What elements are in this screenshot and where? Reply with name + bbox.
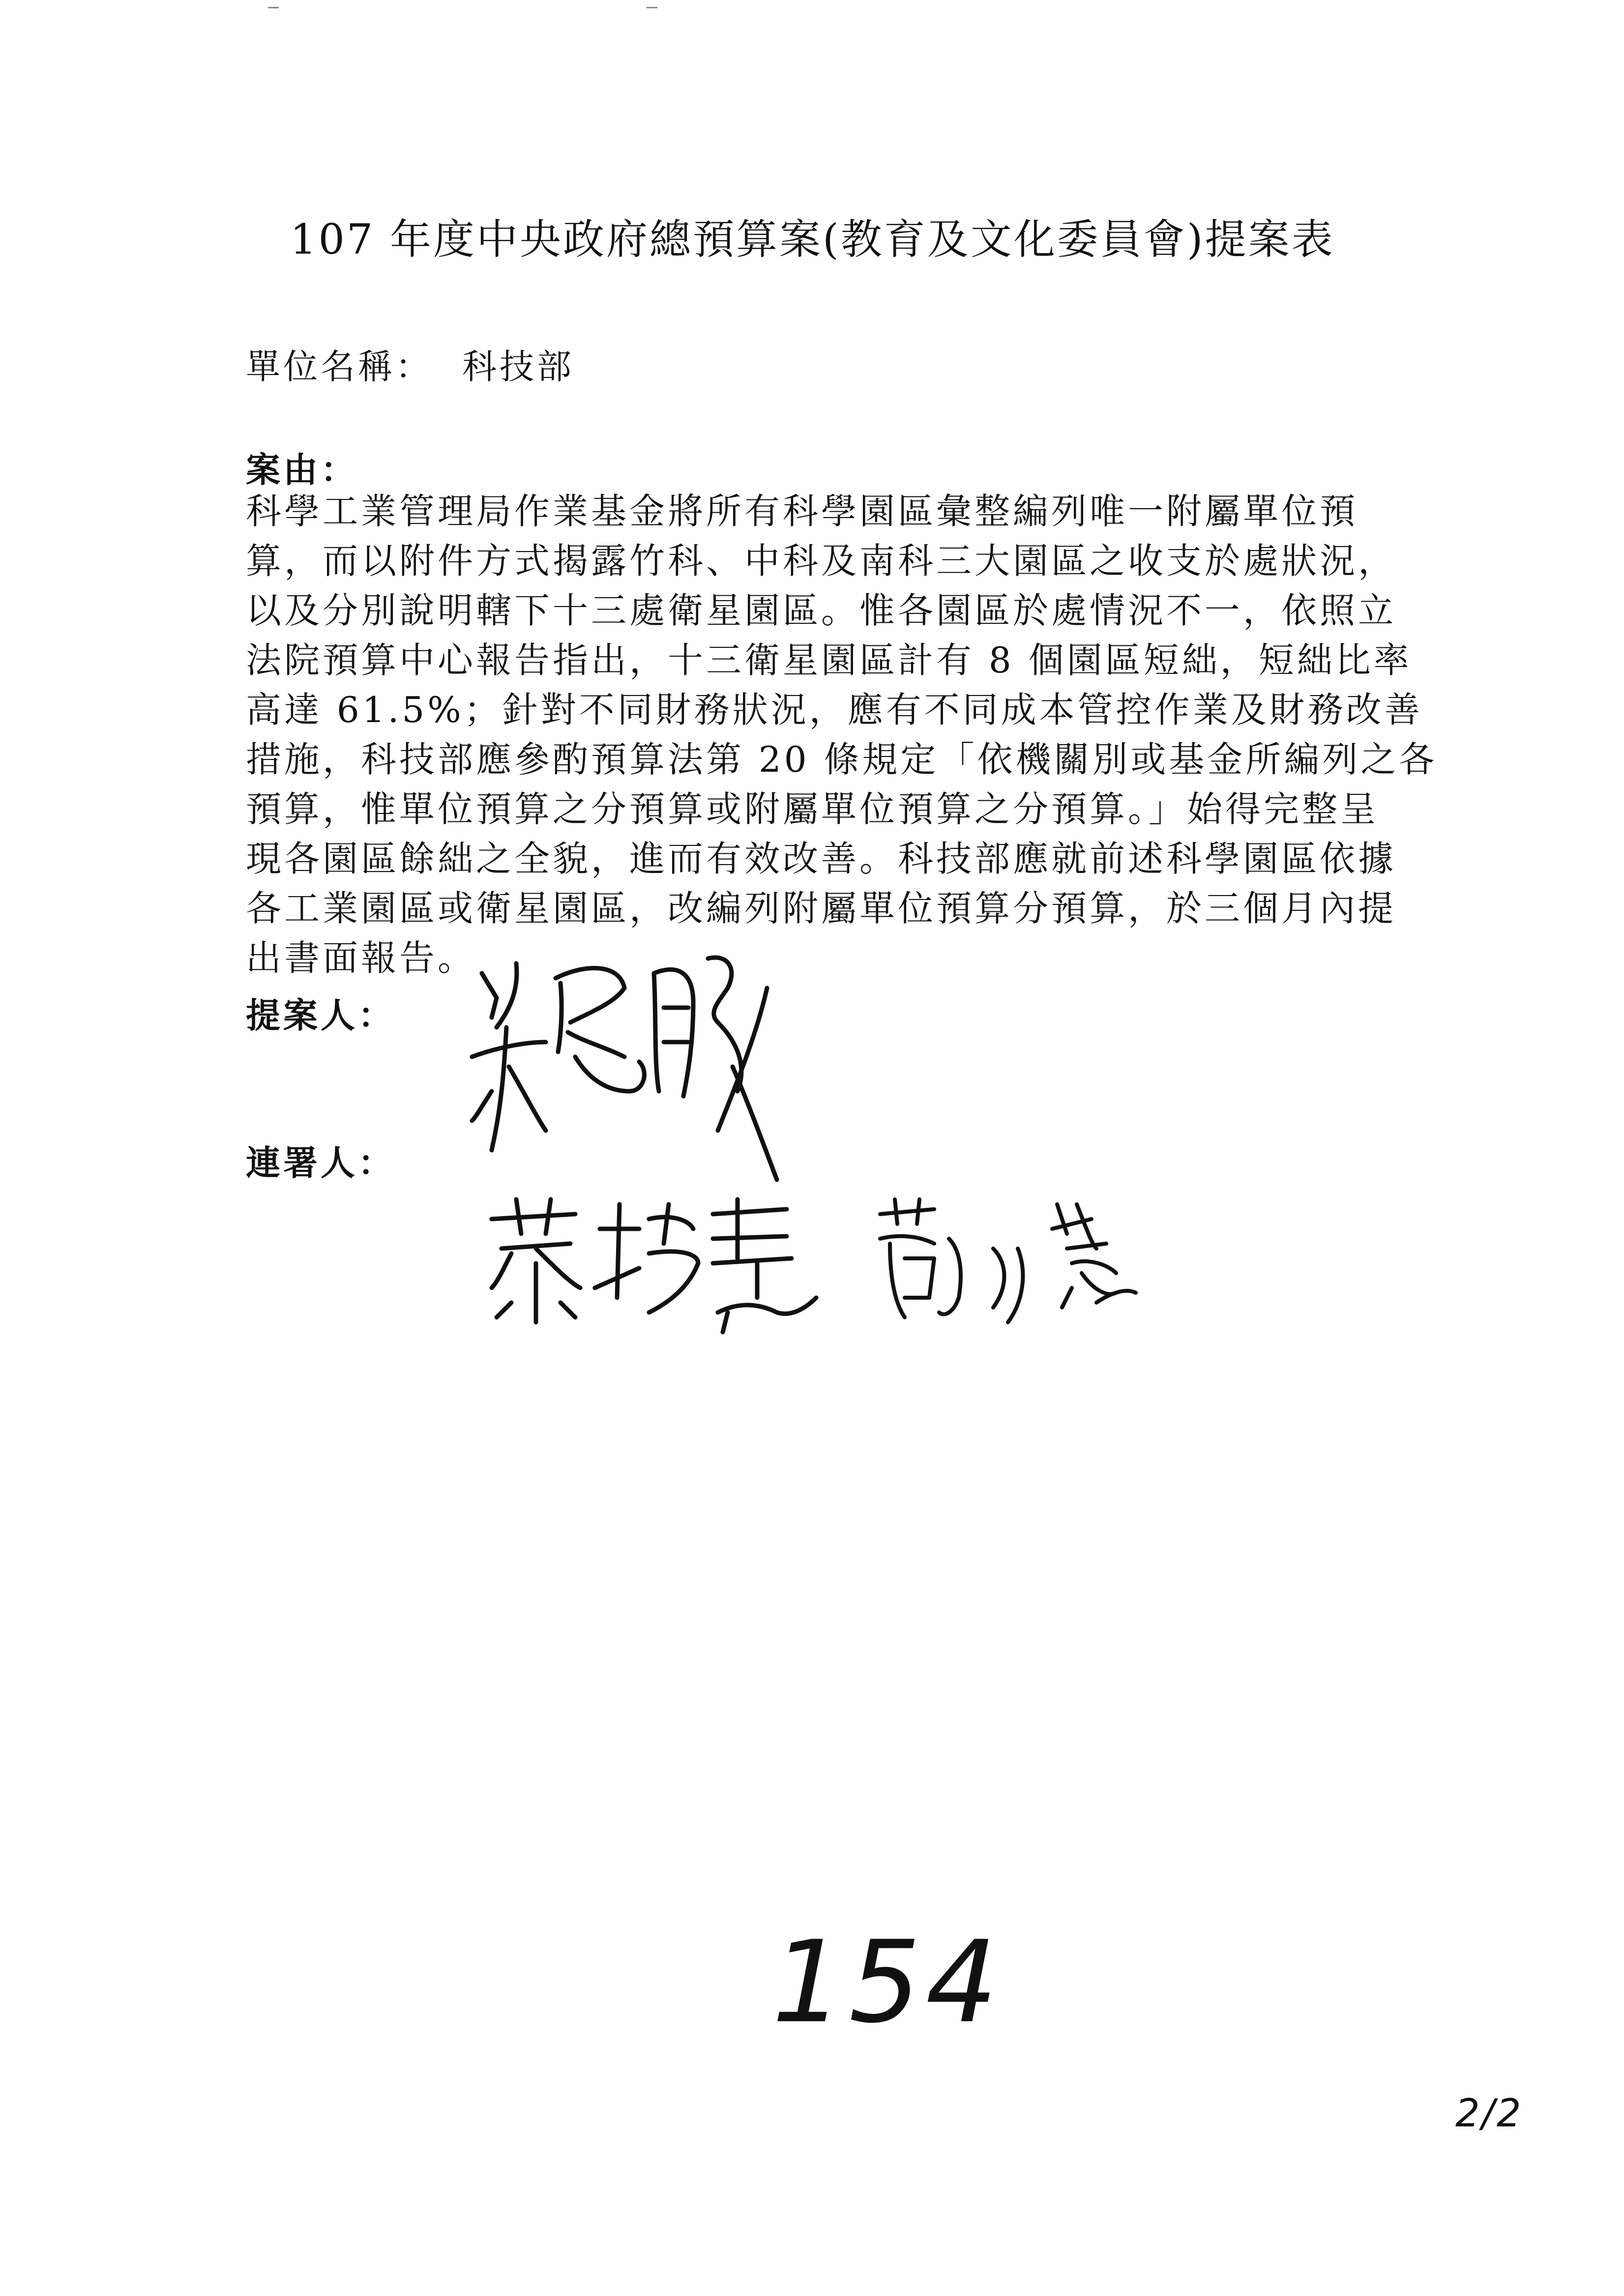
reason-line: 高達 61.5%；針對不同財務狀況，應有不同成本管控作業及財務改善 <box>246 689 1423 730</box>
proposer-label: 提案人： <box>246 995 395 1036</box>
reason-line: 算，而以附件方式揭露竹科、中科及南科三大園區之收支於處狀況， <box>246 540 1397 581</box>
unit-label: 單位名稱： <box>246 347 433 387</box>
reason-label: 案由： <box>246 449 358 490</box>
reason-line: 法院預算中心報告指出，十三衛星園區計有 8 個園區短絀，短絀比率 <box>246 639 1412 681</box>
unit-row <box>246 339 574 389</box>
cosigner-label: 連署人： <box>246 1142 395 1183</box>
reason-body <box>246 487 1438 983</box>
handwritten-page-fraction: 2/2 <box>1455 2092 1523 2136</box>
scan-mark <box>268 7 279 8</box>
reason-line: 科學工業管理局作業基金將所有科學園區彙整編列唯一附屬單位預 <box>246 491 1358 532</box>
document-title: 107 年度中央政府總預算案(教育及文化委員會)提案表 <box>290 215 1335 263</box>
unit-value: 科技部 <box>462 347 574 387</box>
handwritten-page-number: 154 <box>772 1917 1003 2048</box>
scan-mark <box>647 7 657 8</box>
cosigner-signature-1 <box>482 1190 836 1337</box>
proposer-signature <box>462 944 875 1219</box>
reason-line: 各工業園區或衛星園區，改編列附屬單位預算分預算，於三個月內提 <box>246 888 1397 929</box>
reason-line: 措施，科技部應參酌預算法第 20 條規定「依機關別或基金所編列之各 <box>246 739 1438 780</box>
reason-line: 出書面報告。 <box>246 937 476 979</box>
reason-line: 現各園區餘絀之全貌，進而有效改善。科技部應就前述科學園區依據 <box>246 838 1397 879</box>
cosigner-signature-2 <box>860 1190 1175 1337</box>
reason-line: 預算，惟單位預算之分預算或附屬單位預算之分預算。」始得完整呈 <box>246 788 1379 830</box>
reason-line: 以及分別說明轄下十三處衛星園區。惟各園區於處情況不一，依照立 <box>246 590 1397 631</box>
